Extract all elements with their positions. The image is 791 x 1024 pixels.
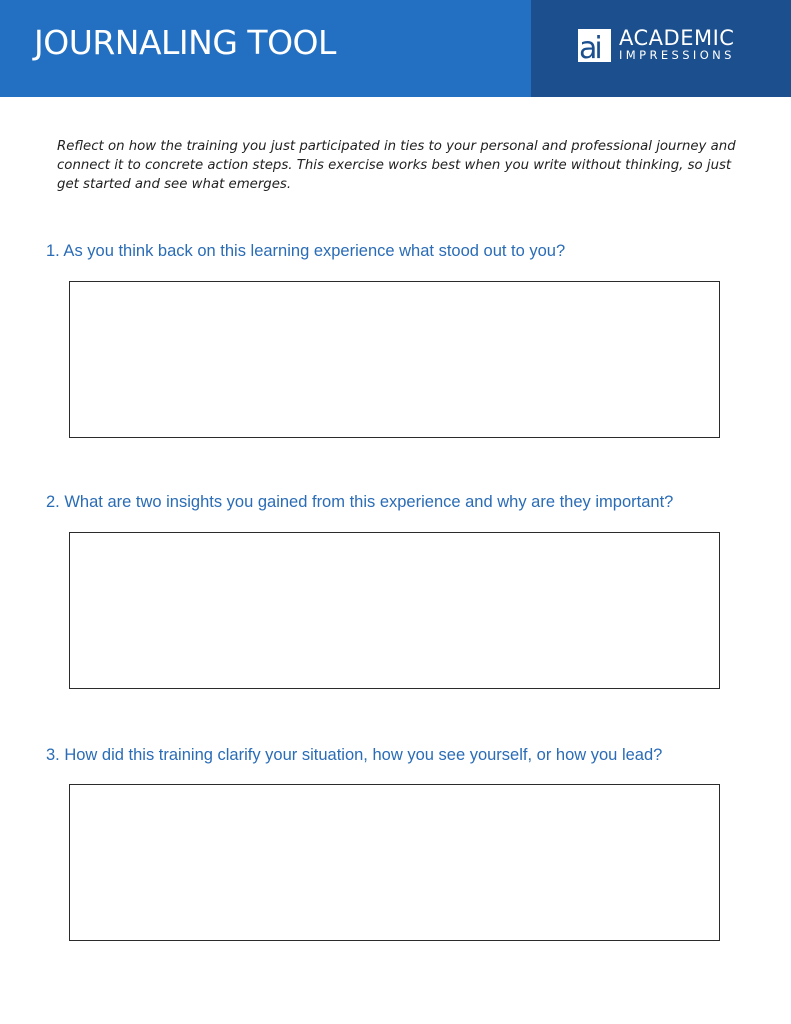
logo-mark-text: ai: [579, 30, 600, 66]
logo-wordmark: [619, 28, 735, 62]
question-1-label: 1. As you think back on this learning experience what stood out to you?: [46, 242, 566, 260]
answer-box-3[interactable]: [69, 784, 720, 941]
answer-box-2[interactable]: [69, 532, 720, 689]
title-banner: [0, 0, 531, 97]
intro-paragraph: Reflect on how the training you just participated in ties to your personal and professional journey and connect it to concrete action steps. This exercise works best when you write without thinking, so just get started and see what emerges.: [57, 139, 736, 192]
ai-logo-icon: [578, 29, 611, 66]
question-2-label: 2. What are two insights you gained from this experience and why are they important?: [46, 493, 674, 511]
header: [0, 0, 791, 97]
logo-line-2: IMPRESSIONS: [619, 48, 735, 62]
answer-box-1[interactable]: [69, 281, 720, 438]
question-3-label: 3. How did this training clarify your situation, how you see yourself, or how you lead?: [46, 746, 663, 764]
logo-banner: [531, 0, 791, 97]
academic-impressions-logo: [578, 26, 735, 66]
page-title: JOURNALING TOOL: [34, 23, 336, 62]
logo-line-1: ACADEMIC: [619, 26, 735, 50]
